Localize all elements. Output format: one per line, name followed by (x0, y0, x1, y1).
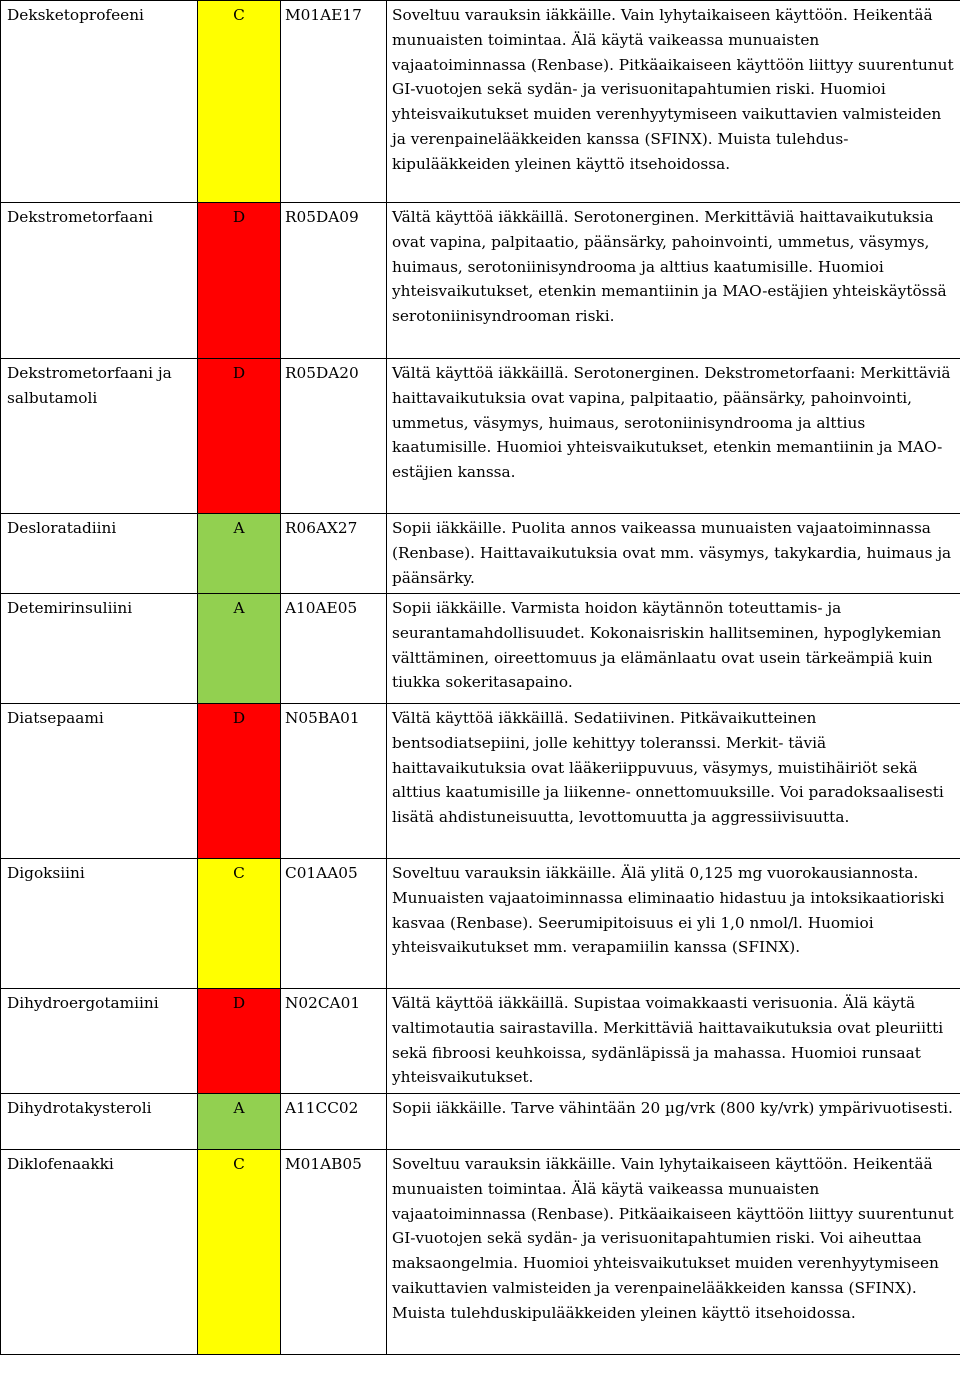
drug-name: Dihydrotakysteroli (1, 1094, 198, 1150)
atc-code: A10AE05 (281, 594, 387, 704)
atc-code: N05BA01 (281, 704, 387, 859)
atc-code: A11CC02 (281, 1094, 387, 1150)
table-row (1, 359, 960, 514)
risk-class-badge: C (198, 1150, 281, 1355)
drug-name: Detemirinsuliini (1, 594, 198, 704)
table-row (1, 594, 960, 704)
risk-class-badge: D (198, 989, 281, 1094)
atc-code: N02CA01 (281, 989, 387, 1094)
table-row (1, 514, 960, 594)
drug-name: Diatsepaami (1, 704, 198, 859)
atc-code: R05DA20 (281, 359, 387, 514)
drug-description: Soveltuu varauksin iäkkäille. Älä ylitä 0,125 mg vuorokausiannosta. Munuaisten vajaatoiminnassa eliminaatio hidastuu ja intoksikaatioriski kasvaa (Renbase). Seerumipitoisuus ei yli 1,0 nmol/l. Huomioi yhteisvaikutukset mm. verapamiilin kanssa (SFINX). (387, 859, 960, 989)
drug-description: Soveltuu varauksin iäkkäille. Vain lyhytaikaiseen käyttöön. Heikentää munuaisten toimintaa. Älä käytä vaikeassa munuaisten vajaatoiminnassa (Renbase). Pitkäaikaiseen käyttöön liittyy suurentunut GI-vuotojen sekä sydän- ja verisuonitapahtumien riski. Voi aiheuttaa maksaongelmia. Huomioi yhteisvaikutukset muiden verenhyytymiseen vaikuttavien valmisteiden ja verenpainelääkkeiden kanssa (SFINX). Muista tulehduskipulääkkeiden yleinen käyttö itsehoidossa. (387, 1150, 960, 1355)
risk-class-badge: C (198, 859, 281, 989)
risk-class-badge: A (198, 594, 281, 704)
drug-name: Dekstrometorfaani (1, 203, 198, 359)
risk-class-badge: D (198, 704, 281, 859)
atc-code: C01AA05 (281, 859, 387, 989)
atc-code: M01AB05 (281, 1150, 387, 1355)
atc-code: R05DA09 (281, 203, 387, 359)
drug-description: Vältä käyttöä iäkkäillä. Supistaa voimakkaasti verisuonia. Älä käytä valtimotautia sairastavilla. Merkittäviä haittavaikutuksia ovat pleuriitti sekä fibroosi keuhkoissa, sydänläpissä ja mahassa. Huomioi runsaat yhteisvaikutukset. (387, 989, 960, 1094)
table-row (1, 1094, 960, 1150)
drug-description: Sopii iäkkäille. Tarve vähintään 20 µg/vrk (800 ky/vrk) ympärivuotisesti. (387, 1094, 960, 1150)
atc-code: M01AE17 (281, 1, 387, 203)
risk-class-badge: A (198, 514, 281, 594)
drug-description: Sopii iäkkäille. Varmista hoidon käytännön toteuttamis- ja seurantamahdollisuudet. Kokonaisriskin hallitseminen, hypoglykemian välttäminen, oireettomuus ja elämänlaatu ovat usein tärkeämpiä kuin tiukka sokeritasapaino. (387, 594, 960, 704)
risk-class-badge: D (198, 203, 281, 359)
drug-name: Digoksiini (1, 859, 198, 989)
risk-class-badge: A (198, 1094, 281, 1150)
atc-code: R06AX27 (281, 514, 387, 594)
drug-name: Diklofenaakki (1, 1150, 198, 1355)
drug-description: Vältä käyttöä iäkkäillä. Serotonerginen. Dekstrometorfaani: Merkittäviä haittavaikutuksia ovat vapina, palpitaatio, päänsärky, pahoinvointi, ummetus, väsymys, huimaus, serotoniinisyndrooma ja alttius kaatumisille. Huomioi yhteisvaikutukset, etenkin memantiinin ja MAO-estäjien kanssa. (387, 359, 960, 514)
drug-description: Sopii iäkkäille. Puolita annos vaikeassa munuaisten vajaatoiminnassa (Renbase). Haittavaikutuksia ovat mm. väsymys, takykardia, huimaus ja päänsärky. (387, 514, 960, 594)
risk-class-badge: C (198, 1, 281, 203)
table-row (1, 1, 960, 203)
table-row (1, 704, 960, 859)
table-row (1, 859, 960, 989)
drug-name: Dihydroergotamiini (1, 989, 198, 1094)
drug-description: Vältä käyttöä iäkkäillä. Sedatiivinen. Pitkävaikutteinen bentsodiatsepiini, jolle kehittyy toleranssi. Merkit- täviä haittavaikutuksia ovat lääkeriippuvuus, väsymys, muistihäiriöt sekä alttius kaatumisille ja liikenne- onnettomuuksille. Voi paradoksaalisesti lisätä ahdistuneisuutta, levottomuutta ja aggressiivisuutta. (387, 704, 960, 859)
drug-name: Dekstrometorfaani ja salbutamoli (1, 359, 198, 514)
table-row (1, 1150, 960, 1355)
drug-name: Deksketoprofeeni (1, 1, 198, 203)
table-row (1, 989, 960, 1094)
drug-description: Soveltuu varauksin iäkkäille. Vain lyhytaikaiseen käyttöön. Heikentää munuaisten toimintaa. Älä käytä vaikeassa munuaisten vajaatoiminnassa (Renbase). Pitkäaikaiseen käyttöön liittyy suurentunut GI-vuotojen sekä sydän- ja verisuonitapahtumien riski. Huomioi yhteisvaikutukset muiden verenhyytymiseen vaikuttavien valmisteiden ja verenpainelääkkeiden kanssa (SFINX). Muista tulehdus- kipulääkkeiden yleinen käyttö itsehoidossa. (387, 1, 960, 203)
drug-description: Vältä käyttöä iäkkäillä. Serotonerginen. Merkittäviä haittavaikutuksia ovat vapina, palpitaatio, päänsärky, pahoinvointi, ummetus, väsymys, huimaus, serotoniinisyndrooma ja alttius kaatumisille. Huomioi yhteisvaikutukset, etenkin memantiinin ja MAO-estäjien yhteiskäytössä serotoniinisyndrooman riski. (387, 203, 960, 359)
table-row (1, 203, 960, 359)
drug-name: Desloratadiini (1, 514, 198, 594)
risk-class-badge: D (198, 359, 281, 514)
